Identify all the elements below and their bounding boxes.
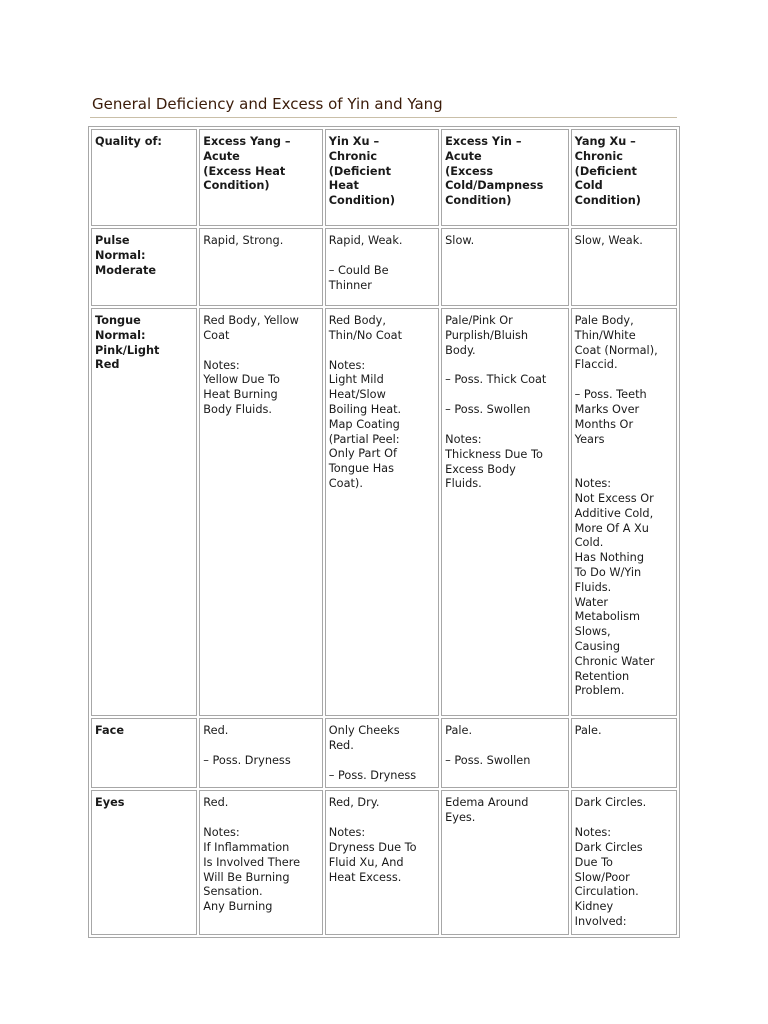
cell-text: – Poss. Teeth Marks Over Months Or Years [574, 388, 647, 446]
header-cell-excess-yang: Excess Yang – Acute (Excess Heat Condition) [199, 129, 322, 226]
cell-text: Rapid, Weak. [328, 234, 403, 247]
cell-text: Rapid, Strong. [203, 234, 284, 247]
header-cell-yang-xu: Yang Xu – Chronic (Deficient Cold Condition) [571, 129, 677, 226]
table-cell [325, 718, 439, 788]
table-cell [441, 308, 569, 716]
cell-text: Slow. [445, 234, 475, 247]
cell-text: Pale. [445, 724, 473, 737]
header-cell-excess-yin: Excess Yin – Acute (Excess Cold/Dampness Condition) [441, 129, 569, 226]
cell-text: Dark Circles. [574, 796, 647, 810]
table-cell [199, 308, 322, 716]
header-cell-quality: Quality of: [91, 129, 197, 226]
header-row [91, 129, 677, 226]
cell-text: Notes: Dark Circles Due To Slow/Poor Circulation. Kidney Involved: [574, 826, 643, 928]
row-label-tongue: Tongue Normal: Pink/Light Red [91, 308, 197, 716]
cell-text: Pale Body, Thin/White Coat (Normal), Flaccid. [574, 314, 658, 372]
title-divider [90, 117, 677, 118]
table-cell [441, 790, 569, 934]
header-cell-yin-xu: Yin Xu – Chronic (Deficient Heat Condition) [325, 129, 439, 226]
table-row-face [91, 718, 677, 788]
table-cell [325, 790, 439, 934]
table-cell [199, 790, 322, 934]
table-cell [571, 228, 677, 306]
table-cell [199, 228, 322, 306]
table-cell [441, 228, 569, 306]
cell-text: – Poss. Swollen [445, 753, 531, 767]
cell-text: – Poss. Thick Coat [445, 373, 547, 387]
cell-text: Pale. [574, 724, 602, 737]
cell-text: Notes: Yellow Due To Heat Burning Body Fluids. [203, 358, 280, 416]
cell-text: Red Body, Yellow Coat [203, 314, 299, 342]
cell-text: Notes: If Inflammation Is Involved There Will Be Burning Sensation. Any Burning [203, 826, 301, 914]
cell-text: Edema Around Eyes. [445, 796, 529, 825]
cell-text: Notes: Thickness Due To Excess Body Fluids. [445, 432, 543, 491]
cell-text: – Poss. Swollen [445, 403, 531, 417]
cell-text: – Poss. Dryness [203, 753, 291, 767]
table-cell [325, 308, 439, 716]
table-cell [325, 228, 439, 306]
yin-yang-table [88, 126, 680, 938]
cell-text: Notes: Light Mild Heat/Slow Boiling Heat. Map Coating (Partial Peel: Only Part Of Tongue Has Coat). [328, 358, 402, 490]
row-label-pulse: Pulse Normal: Moderate [91, 228, 197, 306]
cell-text: – Could Be Thinner [328, 263, 389, 292]
document-title: General Deficiency and Excess of Yin and Yang [92, 95, 443, 113]
table-cell [441, 718, 569, 788]
cell-text: Red. [203, 724, 229, 737]
cell-text: Only Cheeks Red. [328, 724, 400, 752]
table-row-pulse [91, 228, 677, 306]
cell-text: Red Body, Thin/No Coat [328, 314, 403, 342]
table-cell [571, 718, 677, 788]
cell-text: Notes: Dryness Due To Fluid Xu, And Heat Excess. [328, 826, 417, 884]
table-body [91, 129, 677, 935]
cell-text: Notes: Not Excess Or Additive Cold, More Of A Xu Cold. Has Nothing To Do W/Yin Fluids. Water Metabolism Slows, Causing Chronic Water Retention Problem. [574, 477, 655, 698]
table-row-tongue [91, 308, 677, 716]
row-label-eyes: Eyes [91, 790, 197, 934]
table-cell [199, 718, 322, 788]
table-row-eyes [91, 790, 677, 934]
cell-text: – Poss. Dryness [328, 768, 417, 782]
table-cell [571, 308, 677, 716]
cell-text: Slow, Weak. [574, 234, 643, 247]
cell-text: Red. [203, 796, 229, 810]
row-label-face: Face [91, 718, 197, 788]
table-cell [571, 790, 677, 934]
cell-text: Red, Dry. [328, 796, 380, 810]
cell-text: Pale/Pink Or Purplish/Bluish Body. [445, 314, 529, 357]
